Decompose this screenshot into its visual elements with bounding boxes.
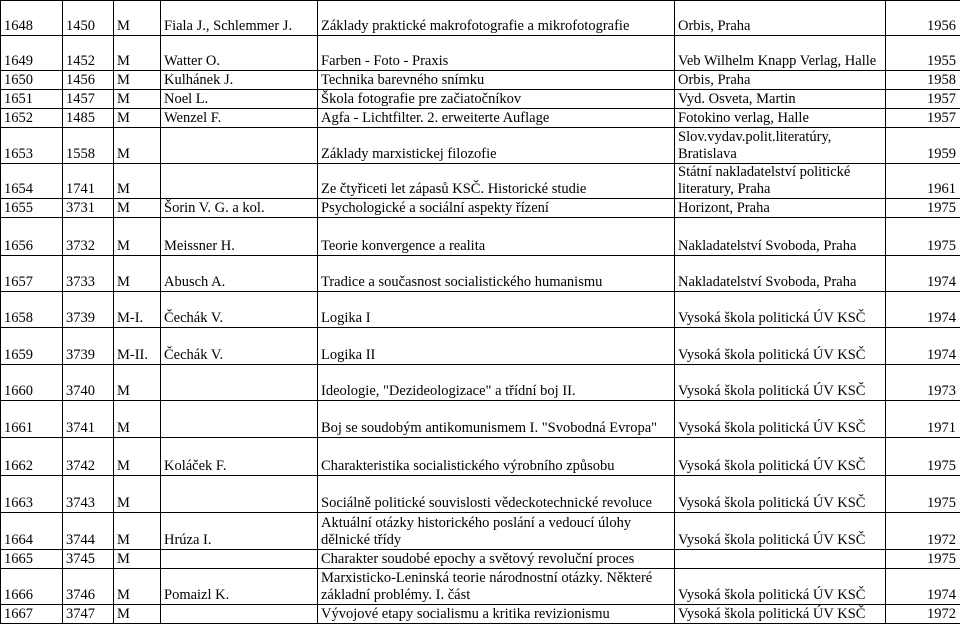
cell-number: 1648 <box>1 1 63 36</box>
cell-number: 1654 <box>1 164 63 199</box>
cell-year: 1975 <box>886 550 960 569</box>
table-row <box>1 438 960 476</box>
cell-year: 1958 <box>886 71 960 90</box>
cell-publisher: Horizont, Praha <box>675 199 886 218</box>
table-row <box>1 1 960 36</box>
table-row <box>1 71 960 90</box>
cell-number: 1652 <box>1 109 63 128</box>
cell-number: 1663 <box>1 476 63 513</box>
cell-author <box>161 401 318 438</box>
cell-author: Pomaizl K. <box>161 569 318 605</box>
cell-title: Logika II <box>318 328 675 365</box>
cell-year: 1974 <box>886 256 960 292</box>
cell-type: M <box>114 218 161 256</box>
cell-publisher: Nakladatelství Svoboda, Praha <box>675 256 886 292</box>
cell-number: 1664 <box>1 513 63 550</box>
cell-type: M <box>114 569 161 605</box>
cell-year: 1975 <box>886 199 960 218</box>
cell-author: Watter O. <box>161 36 318 71</box>
cell-author: Hrúza I. <box>161 513 318 550</box>
cell-type: M <box>114 550 161 569</box>
cell-inventory-id: 3747 <box>63 605 114 624</box>
cell-number: 1649 <box>1 36 63 71</box>
cell-author: Wenzel F. <box>161 109 318 128</box>
cell-inventory-id: 3745 <box>63 550 114 569</box>
catalog-table-body <box>1 1 960 624</box>
cell-type: M <box>114 438 161 476</box>
cell-type: M <box>114 401 161 438</box>
table-row <box>1 365 960 401</box>
cell-number: 1659 <box>1 328 63 365</box>
cell-publisher: Nakladatelství Svoboda, Praha <box>675 218 886 256</box>
cell-publisher: Vysoká škola politická ÚV KSČ <box>675 401 886 438</box>
cell-inventory-id: 3732 <box>63 218 114 256</box>
cell-number: 1665 <box>1 550 63 569</box>
cell-title: Ze čtyřiceti let zápasů KSČ. Historické studie <box>318 164 675 199</box>
cell-number: 1650 <box>1 71 63 90</box>
cell-inventory-id: 1558 <box>63 128 114 164</box>
cell-publisher: Státní nakladatelství politické literatury, Praha <box>675 164 886 199</box>
cell-inventory-id: 3731 <box>63 199 114 218</box>
cell-publisher: Vysoká škola politická ÚV KSČ <box>675 569 886 605</box>
cell-number: 1653 <box>1 128 63 164</box>
cell-title: Logika I <box>318 292 675 328</box>
cell-year: 1961 <box>886 164 960 199</box>
cell-year: 1956 <box>886 1 960 36</box>
cell-inventory-id: 3746 <box>63 569 114 605</box>
cell-author: Noel L. <box>161 90 318 109</box>
table-row <box>1 605 960 624</box>
cell-inventory-id: 3739 <box>63 292 114 328</box>
cell-title: Technika barevného snímku <box>318 71 675 90</box>
table-row <box>1 550 960 569</box>
cell-type: M <box>114 605 161 624</box>
cell-publisher: Vysoká škola politická ÚV KSČ <box>675 292 886 328</box>
cell-publisher: Fotokino verlag, Halle <box>675 109 886 128</box>
cell-type: M <box>114 476 161 513</box>
cell-title: Základy marxistickej filozofie <box>318 128 675 164</box>
cell-author: Šorin V. G. a kol. <box>161 199 318 218</box>
table-row <box>1 569 960 605</box>
cell-inventory-id: 1741 <box>63 164 114 199</box>
cell-inventory-id: 3739 <box>63 328 114 365</box>
cell-type: M <box>114 365 161 401</box>
table-row <box>1 401 960 438</box>
cell-author <box>161 550 318 569</box>
cell-number: 1661 <box>1 401 63 438</box>
cell-year: 1975 <box>886 438 960 476</box>
cell-year: 1974 <box>886 569 960 605</box>
cell-type: M-II. <box>114 328 161 365</box>
table-row <box>1 292 960 328</box>
cell-year: 1957 <box>886 90 960 109</box>
cell-inventory-id: 1456 <box>63 71 114 90</box>
cell-title: Základy praktické makrofotografie a mikrofotografie <box>318 1 675 36</box>
table-row <box>1 476 960 513</box>
table-row <box>1 218 960 256</box>
cell-author <box>161 365 318 401</box>
cell-year: 1973 <box>886 365 960 401</box>
cell-author <box>161 605 318 624</box>
cell-title: Ideologie, "Dezideologizace" a třídní boj II. <box>318 365 675 401</box>
cell-publisher <box>675 550 886 569</box>
cell-publisher: Vysoká škola politická ÚV KSČ <box>675 605 886 624</box>
cell-title: Charakteristika socialistického výrobního způsobu <box>318 438 675 476</box>
cell-author <box>161 128 318 164</box>
cell-type: M <box>114 164 161 199</box>
cell-inventory-id: 1485 <box>63 109 114 128</box>
cell-author: Koláček F. <box>161 438 318 476</box>
table-row <box>1 109 960 128</box>
cell-year: 1972 <box>886 513 960 550</box>
cell-author: Abusch A. <box>161 256 318 292</box>
cell-year: 1957 <box>886 109 960 128</box>
table-row <box>1 199 960 218</box>
cell-title: Agfa - Lichtfilter. 2. erweiterte Auflage <box>318 109 675 128</box>
cell-inventory-id: 3744 <box>63 513 114 550</box>
cell-title: Aktuální otázky historického poslání a vedoucí úlohy dělnické třídy <box>318 513 675 550</box>
cell-author: Čechák V. <box>161 292 318 328</box>
cell-inventory-id: 3741 <box>63 401 114 438</box>
cell-title: Tradice a současnost socialistického humanismu <box>318 256 675 292</box>
cell-author: Čechák V. <box>161 328 318 365</box>
cell-year: 1971 <box>886 401 960 438</box>
cell-publisher: Vysoká škola politická ÚV KSČ <box>675 513 886 550</box>
cell-title: Marxisticko-Leninská teorie národnostní otázky. Některé základní problémy. I. část <box>318 569 675 605</box>
cell-title: Psychologické a sociální aspekty řízení <box>318 199 675 218</box>
table-row <box>1 36 960 71</box>
cell-title: Sociálně politické souvislosti vědeckotechnické revoluce <box>318 476 675 513</box>
cell-author: Kulhánek J. <box>161 71 318 90</box>
cell-inventory-id: 3742 <box>63 438 114 476</box>
cell-inventory-id: 1450 <box>63 1 114 36</box>
table-row <box>1 513 960 550</box>
cell-publisher: Vysoká škola politická ÚV KSČ <box>675 328 886 365</box>
cell-inventory-id: 3740 <box>63 365 114 401</box>
cell-number: 1656 <box>1 218 63 256</box>
cell-title: Teorie konvergence a realita <box>318 218 675 256</box>
cell-inventory-id: 3743 <box>63 476 114 513</box>
table-row <box>1 164 960 199</box>
cell-title: Boj se soudobým antikomunismem I. "Svobodná Evropa" <box>318 401 675 438</box>
cell-year: 1955 <box>886 36 960 71</box>
cell-title: Škola fotografie pre začiatočníkov <box>318 90 675 109</box>
cell-title: Vývojové etapy socialismu a kritika revizionismu <box>318 605 675 624</box>
cell-title: Farben - Foto - Praxis <box>318 36 675 71</box>
cell-inventory-id: 1457 <box>63 90 114 109</box>
cell-publisher: Vysoká škola politická ÚV KSČ <box>675 438 886 476</box>
table-row <box>1 256 960 292</box>
cell-inventory-id: 1452 <box>63 36 114 71</box>
cell-author <box>161 476 318 513</box>
cell-publisher: Slov.vydav.polit.literatúry, Bratislava <box>675 128 886 164</box>
cell-type: M <box>114 256 161 292</box>
cell-number: 1662 <box>1 438 63 476</box>
cell-publisher: Vyd. Osveta, Martin <box>675 90 886 109</box>
cell-type: M <box>114 199 161 218</box>
cell-publisher: Veb Wilhelm Knapp Verlag, Halle <box>675 36 886 71</box>
cell-number: 1667 <box>1 605 63 624</box>
cell-type: M <box>114 128 161 164</box>
cell-publisher: Orbis, Praha <box>675 1 886 36</box>
cell-author: Fiala J., Schlemmer J. <box>161 1 318 36</box>
cell-type: M <box>114 1 161 36</box>
cell-number: 1657 <box>1 256 63 292</box>
cell-author: Meissner H. <box>161 218 318 256</box>
table-row <box>1 328 960 365</box>
cell-number: 1655 <box>1 199 63 218</box>
cell-number: 1651 <box>1 90 63 109</box>
cell-type: M <box>114 36 161 71</box>
cell-author <box>161 164 318 199</box>
cell-year: 1974 <box>886 328 960 365</box>
cell-number: 1666 <box>1 569 63 605</box>
cell-number: 1660 <box>1 365 63 401</box>
cell-year: 1959 <box>886 128 960 164</box>
cell-publisher: Vysoká škola politická ÚV KSČ <box>675 365 886 401</box>
cell-inventory-id: 3733 <box>63 256 114 292</box>
cell-number: 1658 <box>1 292 63 328</box>
cell-year: 1975 <box>886 476 960 513</box>
cell-title: Charakter soudobé epochy a světový revoluční proces <box>318 550 675 569</box>
cell-type: M <box>114 90 161 109</box>
cell-publisher: Orbis, Praha <box>675 71 886 90</box>
cell-type: M <box>114 109 161 128</box>
table-row <box>1 128 960 164</box>
table-row <box>1 90 960 109</box>
cell-type: M <box>114 71 161 90</box>
cell-year: 1974 <box>886 292 960 328</box>
cell-type: M-I. <box>114 292 161 328</box>
cell-type: M <box>114 513 161 550</box>
cell-publisher: Vysoká škola politická ÚV KSČ <box>675 476 886 513</box>
cell-year: 1972 <box>886 605 960 624</box>
cell-year: 1975 <box>886 218 960 256</box>
